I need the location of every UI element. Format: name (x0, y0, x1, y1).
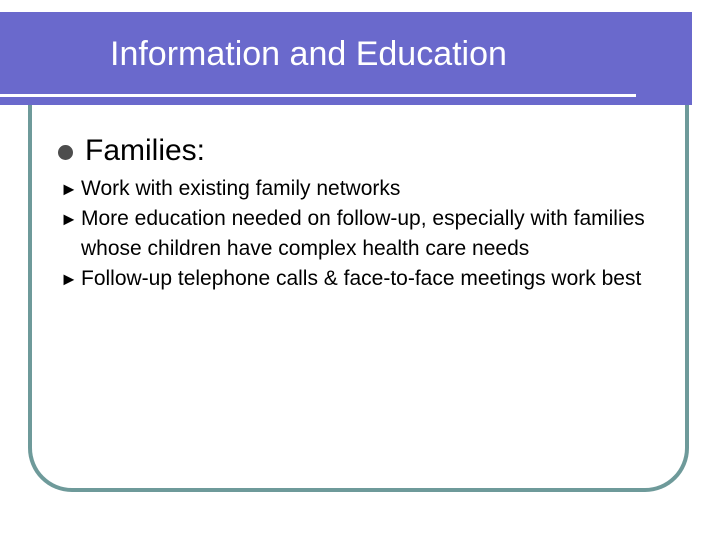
triangle-bullet-icon: ► (60, 179, 78, 199)
sub-bullet-item (60, 264, 660, 294)
sub-bullet-text: Work with existing family networks (81, 177, 401, 200)
bullet-dot-icon (58, 145, 73, 160)
sub-bullet-item (60, 174, 660, 204)
title-underline (0, 94, 636, 97)
slide-title: Information and Education (110, 35, 507, 73)
sub-bullet-list (60, 174, 660, 294)
triangle-bullet-icon: ► (60, 269, 78, 289)
triangle-bullet-icon: ► (60, 209, 78, 229)
bullet-label: Families: (85, 134, 206, 167)
sub-bullet-text: Follow-up telephone calls & face-to-face meetings work best (81, 267, 642, 290)
sub-bullet-item (60, 204, 660, 264)
bullet-families (58, 133, 205, 169)
sub-bullet-text: More education needed on follow-up, especially with families whose children have complex health care needs (81, 207, 645, 260)
